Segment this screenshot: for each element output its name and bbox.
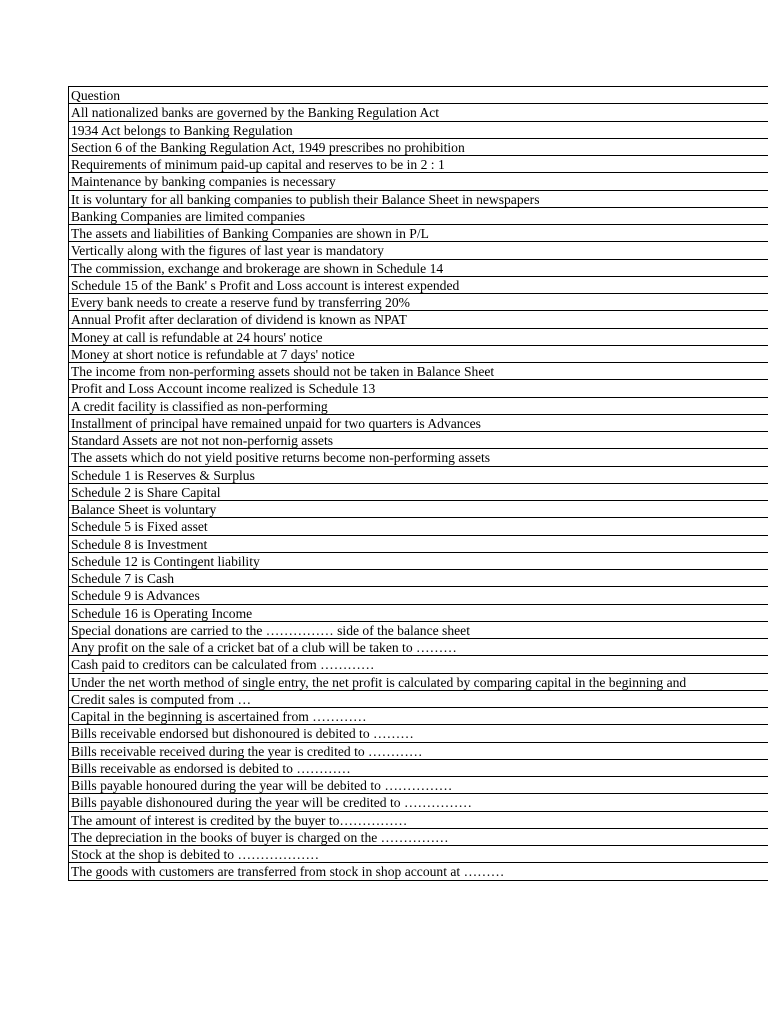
table-row: Annual Profit after declaration of dividend is known as NPAT xyxy=(69,311,768,328)
table-row: Money at call is refundable at 24 hours' notice xyxy=(69,329,768,346)
table-row: The assets and liabilities of Banking Companies are shown in P/L xyxy=(69,225,768,242)
table-row: Balance Sheet is voluntary xyxy=(69,501,768,518)
table-row: Schedule 9 is Advances xyxy=(69,587,768,604)
table-row: The amount of interest is credited by the buyer to…………… xyxy=(69,812,768,829)
table-row: Schedule 16 is Operating Income xyxy=(69,605,768,622)
table-row: Every bank needs to create a reserve fund by transferring 20% xyxy=(69,294,768,311)
table-row: Capital in the beginning is ascertained from ………… xyxy=(69,708,768,725)
table-row: Cash paid to creditors can be calculated from ………… xyxy=(69,656,768,673)
table-row: Money at short notice is refundable at 7 days' notice xyxy=(69,346,768,363)
table-header: Question xyxy=(69,87,768,104)
table-row: Under the net worth method of single entry, the net profit is calculated by comparing capital in the beginning and xyxy=(69,674,768,691)
table-row: Bills receivable received during the year is credited to ………… xyxy=(69,743,768,760)
table-row: It is voluntary for all banking companies to publish their Balance Sheet in newspapers xyxy=(69,191,768,208)
table-row: Standard Assets are not not non-perfornig assets xyxy=(69,432,768,449)
table-row: Maintenance by banking companies is necessary xyxy=(69,173,768,190)
table-row: Credit sales is computed from … xyxy=(69,691,768,708)
table-row: Banking Companies are limited companies xyxy=(69,208,768,225)
table-row: The depreciation in the books of buyer is charged on the …………… xyxy=(69,829,768,846)
table-body xyxy=(69,104,768,880)
table-row: Schedule 2 is Share Capital xyxy=(69,484,768,501)
table-row: Requirements of minimum paid-up capital and reserves to be in 2 : 1 xyxy=(69,156,768,173)
table-row: All nationalized banks are governed by the Banking Regulation Act xyxy=(69,104,768,121)
table-row: The goods with customers are transferred from stock in shop account at ……… xyxy=(69,863,768,880)
table-row: Schedule 7 is Cash xyxy=(69,570,768,587)
table-row: Schedule 8 is Investment xyxy=(69,536,768,553)
table-row: Section 6 of the Banking Regulation Act, 1949 prescribes no prohibition xyxy=(69,139,768,156)
table-row: Any profit on the sale of a cricket bat of a club will be taken to ……… xyxy=(69,639,768,656)
table-row: 1934 Act belongs to Banking Regulation xyxy=(69,122,768,139)
table-row: The commission, exchange and brokerage are shown in Schedule 14 xyxy=(69,260,768,277)
table-row: Bills payable honoured during the year will be debited to …………… xyxy=(69,777,768,794)
question-table xyxy=(68,86,768,881)
table-row: Stock at the shop is debited to ……………… xyxy=(69,846,768,863)
table-row: Installment of principal have remained unpaid for two quarters is Advances xyxy=(69,415,768,432)
table-row: A credit facility is classified as non-performing xyxy=(69,398,768,415)
table-row: Special donations are carried to the …………… side of the balance sheet xyxy=(69,622,768,639)
table-row: Schedule 12 is Contingent liability xyxy=(69,553,768,570)
table-row: Profit and Loss Account income realized is Schedule 13 xyxy=(69,380,768,397)
table-row: Schedule 1 is Reserves & Surplus xyxy=(69,467,768,484)
table-row: Bills payable dishonoured during the year will be credited to …………… xyxy=(69,794,768,811)
table-row: Vertically along with the figures of last year is mandatory xyxy=(69,242,768,259)
table-row: Bills receivable endorsed but dishonoured is debited to ……… xyxy=(69,725,768,742)
table-row: Schedule 5 is Fixed asset xyxy=(69,518,768,535)
table-row: The income from non-performing assets should not be taken in Balance Sheet xyxy=(69,363,768,380)
table-row: The assets which do not yield positive returns become non-performing assets xyxy=(69,449,768,466)
table-row: Bills receivable as endorsed is debited to ………… xyxy=(69,760,768,777)
table-row: Schedule 15 of the Bank' s Profit and Loss account is interest expended xyxy=(69,277,768,294)
